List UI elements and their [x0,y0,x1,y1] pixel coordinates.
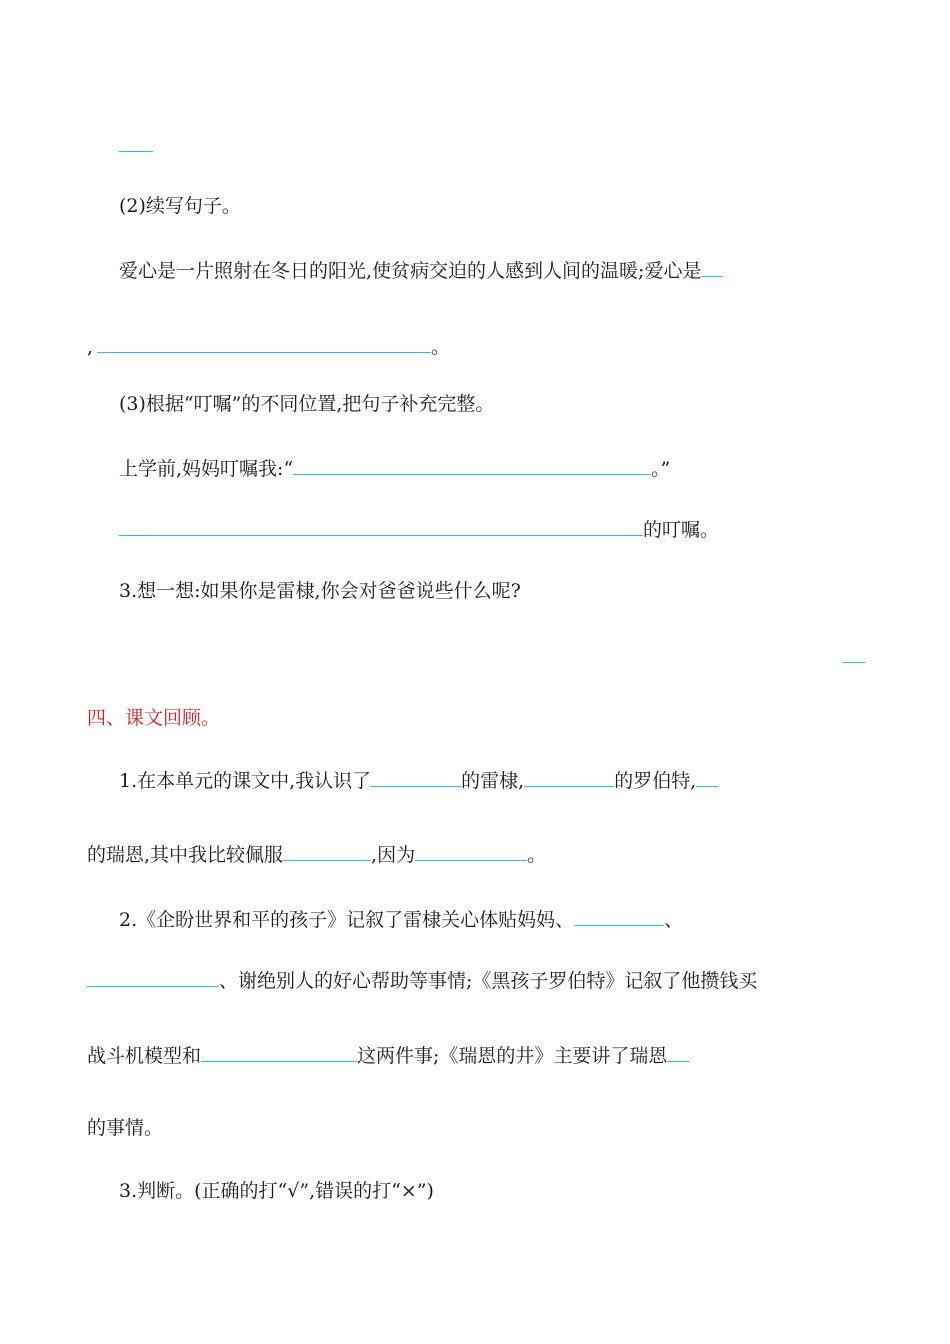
review-item-3-label: 3.判断。(正确的打“√”,错误的打“×”) [119,1180,434,1202]
question-2-continuation: , 。 [87,332,450,361]
question-3-line-1: 上学前,妈妈叮嘱我:“ 。” [119,454,670,483]
answer-blank[interactable] [843,662,865,663]
review-item-2-line-4: 的事情。 [87,1117,164,1139]
answer-blank[interactable] [701,256,723,277]
question-2-sentence: 爱心是一片照射在冬日的阳光,使贫病交迫的人感到人间的温暖;爱心是 [119,256,723,285]
answer-blank[interactable] [667,1041,689,1062]
answer-blank[interactable] [696,766,718,787]
review-item-2-line-3: 战斗机模型和 这两件事;《瑞恩的井》主要讲了瑞恩 [87,1041,689,1070]
answer-blank[interactable] [371,766,461,787]
review-item-1-line-1: 1.在本单元的课文中,我认识了 的雷棣, 的罗伯特, [119,766,718,795]
answer-blank[interactable] [283,840,371,861]
section-4-heading: 四、课文回顾。 [87,707,221,729]
answer-blank[interactable] [97,332,431,353]
question-think-label: 3.想一想:如果你是雷棣,你会对爸爸说些什么呢? [119,580,521,602]
answer-blank[interactable] [119,515,643,536]
review-item-2-line-2: 、谢绝别人的好心帮助等事情;《黑孩子罗伯特》记叙了他攒钱买 [87,966,757,995]
answer-blank[interactable] [574,905,664,926]
answer-blank[interactable] [87,966,219,987]
answer-blank[interactable] [119,151,153,152]
answer-blank[interactable] [415,840,527,861]
answer-blank[interactable] [293,454,651,475]
question-3-label: (3)根据“叮嘱”的不同位置,把句子补充完整。 [119,393,495,415]
answer-blank[interactable] [201,1041,357,1062]
review-item-1-line-2: 的瑞恩,其中我比较佩服 ,因为 。 [87,840,546,869]
question-2-label: (2)续写句子。 [119,195,241,217]
question-3-line-2: 的叮嘱。 [119,515,719,544]
answer-blank[interactable] [524,766,614,787]
review-item-2-line-1: 2.《企盼世界和平的孩子》记叙了雷棣关心体贴妈妈、 、 [119,905,683,934]
